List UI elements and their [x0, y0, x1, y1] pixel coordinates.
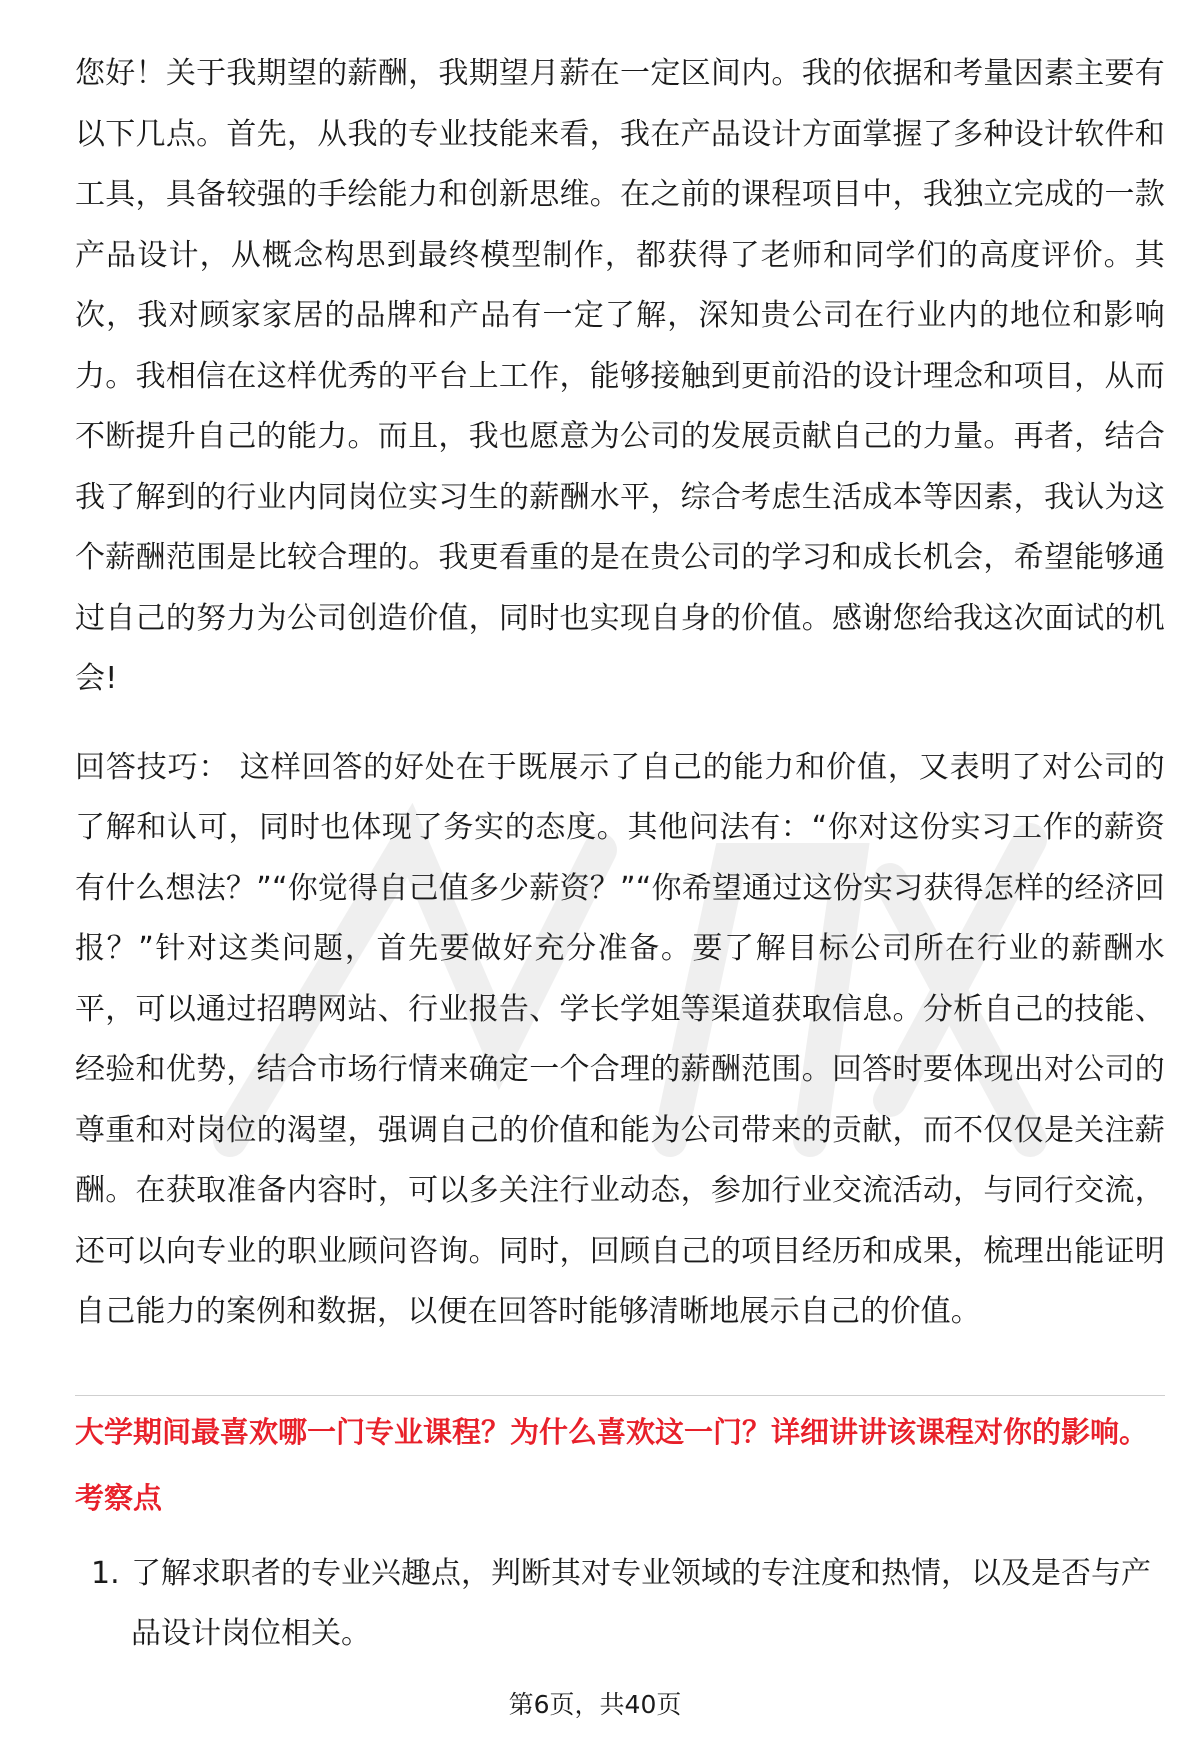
assessment-points-list — [75, 1544, 1165, 1664]
assessment-points-label: 考察点 — [75, 1480, 163, 1515]
section-divider — [75, 1395, 1165, 1396]
list-item-text: 了解求职者的专业兴趣点，判断其对专业领域的专注度和热情，以及是否与产品设计岗位相关。 — [131, 1555, 1151, 1651]
answer-tips-paragraph: 回答技巧： 这样回答的好处在于既展示了自己的能力和价值，又表明了对公司的了解和认可，同时也体现了务实的态度。其他问法有：“你对这份实习工作的薪资有什么想法？”“你觉得自己值多少薪资？”“你希望通过这份实习获得怎样的经济回报？”针对这类问题，首先要做好充分准备。要了解目标公司所在行业的薪酬水平，可以通过招聘网站、行业报告、学长学姐等渠道获取信息。分析自己的技能、经验和优势，结合市场行情来确定一个合理的薪酬范围。回答时要体现出对公司的尊重和对岗位的渴望，强调自己的价值和能为公司带来的贡献，而不仅仅是关注薪酬。在获取准备内容时，可以多关注行业动态，参加行业交流活动，与同行交流，还可以向专业的职业顾问咨询。同时，回顾自己的项目经历和成果，梳理出能证明自己能力的案例和数据，以便在回答时能够清晰地展示自己的价值。 — [75, 749, 1165, 1329]
page-number-footer: 第6页，共40页 — [508, 1690, 682, 1719]
list-item-number: 1. — [91, 1555, 120, 1591]
list-item — [75, 1544, 1165, 1664]
sample-answer-paragraph: 您好！关于我期望的薪酬，我期望月薪在一定区间内。我的依据和考量因素主要有以下几点。首先，从我的专业技能来看，我在产品设计方面掌握了多种设计软件和工具，具备较强的手绘能力和创新思维。在之前的课程项目中，我独立完成的一款产品设计，从概念构思到最终模型制作，都获得了老师和同学们的高度评价。其次，我对顾家家居的品牌和产品有一定了解，深知贵公司在行业内的地位和影响力。我相信在这样优秀的平台上工作，能够接触到更前沿的设计理念和项目，从而不断提升自己的能力。而且，我也愿意为公司的发展贡献自己的力量。再者，结合我了解到的行业内同岗位实习生的薪酬水平，综合考虑生活成本等因素，我认为这个薪酬范围是比较合理的。我更看重的是在贵公司的学习和成长机会，希望能够通过自己的努力为公司创造价值，同时也实现自身的价值。感谢您给我这次面试的机会! — [75, 56, 1165, 696]
page-content — [75, 44, 1165, 1664]
question-heading: 大学期间最喜欢哪一门专业课程？为什么喜欢这一门？详细讲讲该课程对你的影响。 — [75, 1414, 1149, 1449]
